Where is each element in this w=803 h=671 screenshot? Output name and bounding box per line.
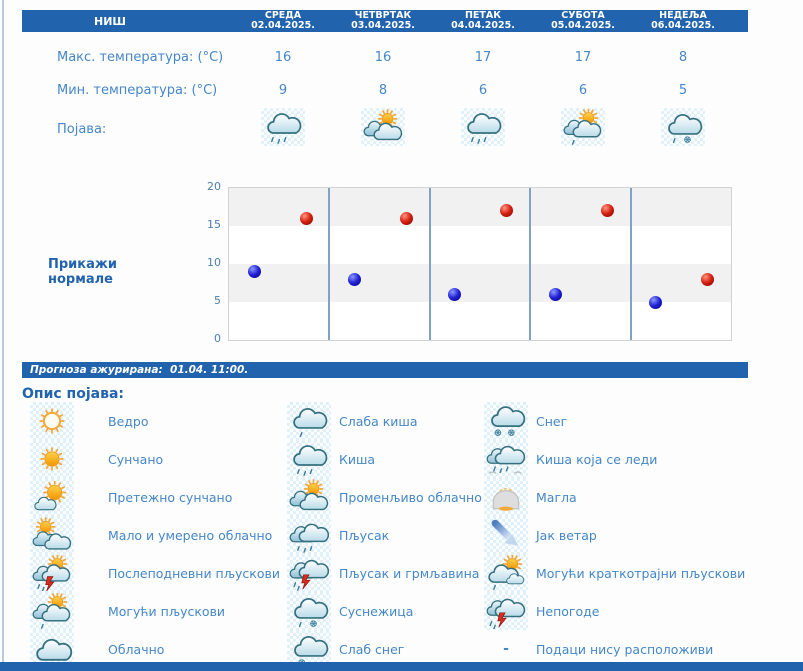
min-temp-row-label: Мин. температура: (°C) xyxy=(57,83,218,98)
legend-icon-cell xyxy=(484,440,528,478)
legend-label: Непогоде xyxy=(536,603,600,619)
legend-icon-cell xyxy=(30,478,74,516)
rain-icon xyxy=(463,109,503,145)
legend-icon-cell xyxy=(484,592,528,630)
legend-item xyxy=(30,554,280,592)
temperature-chart xyxy=(228,187,732,341)
legend-item xyxy=(484,440,745,478)
day-header xyxy=(533,11,633,31)
legend-label: Јак ветар xyxy=(536,527,597,543)
legend-label: Слаба киша xyxy=(339,413,418,429)
y-axis-tick: 15 xyxy=(207,218,221,231)
y-axis-tick: 20 xyxy=(207,180,221,193)
min-temp-value: 6 xyxy=(578,83,588,98)
phenomenon-cell xyxy=(261,108,305,146)
phenomenon-cell xyxy=(661,108,705,146)
legend-item xyxy=(484,478,745,516)
day-name: НЕДЕЉА xyxy=(659,10,707,21)
location-title: НИШ xyxy=(94,15,127,28)
legend-item xyxy=(287,402,482,440)
legend-icon-cell xyxy=(287,516,331,554)
legend-label: Пљусак xyxy=(339,527,390,543)
forecast-header-bar xyxy=(22,10,748,32)
legend-icon-cell xyxy=(30,592,74,630)
legend-icon-cell xyxy=(30,440,74,478)
min-temp-value: 5 xyxy=(678,83,688,98)
strong-wind-icon xyxy=(486,517,526,553)
freezing-rain-icon xyxy=(486,441,526,477)
light-rain-icon xyxy=(289,403,329,439)
legend-icon-cell xyxy=(484,402,528,440)
legend-title: Опис појава: xyxy=(22,386,124,402)
sleet-icon xyxy=(663,109,703,145)
legend-label: Променљиво облачно xyxy=(339,489,482,505)
day-header xyxy=(233,11,333,31)
legend-item xyxy=(484,516,745,554)
legend-icon-cell xyxy=(30,554,74,592)
min-temp-dot xyxy=(549,288,562,301)
show-normals-link[interactable]: Прикажи нормале xyxy=(48,257,117,287)
no-data-dash: - xyxy=(503,641,509,657)
legend-icon-cell xyxy=(30,402,74,440)
max-temp-value: 8 xyxy=(678,50,688,65)
day-name: ЧЕТВРТАК xyxy=(354,10,412,21)
day-date: 05.04.2025. xyxy=(551,20,615,31)
legend-item xyxy=(484,554,745,592)
legend-label: Снег xyxy=(536,413,568,429)
snow-icon xyxy=(486,403,526,439)
day-name: СРЕДА xyxy=(264,10,302,21)
fog-icon xyxy=(486,479,526,515)
storms-icon xyxy=(486,593,526,629)
sun-icon xyxy=(32,441,72,477)
legend-label: Суснежица xyxy=(339,603,414,619)
phenomena-row-label: Појава: xyxy=(57,122,107,137)
legend-icon-cell xyxy=(287,478,331,516)
max-temp-dot xyxy=(400,212,413,225)
legend-item xyxy=(287,554,482,592)
legend-label: Киша која се леди xyxy=(536,451,658,467)
legend-icon-cell xyxy=(484,516,528,554)
legend-label: Подаци нису расположиви xyxy=(536,641,714,657)
day-header xyxy=(433,11,533,31)
y-axis-tick: 0 xyxy=(214,332,221,345)
legend-item xyxy=(30,402,280,440)
min-temp-dot xyxy=(649,296,662,309)
legend-icon-cell xyxy=(287,554,331,592)
variable-cloudy-icon xyxy=(363,109,403,145)
day-date: 04.04.2025. xyxy=(451,20,515,31)
legend-label: Мало и умерено облачно xyxy=(108,527,273,543)
legend-icon-cell xyxy=(484,554,528,592)
legend-column xyxy=(30,402,280,668)
y-axis-tick: 5 xyxy=(214,294,221,307)
rain-icon xyxy=(263,109,303,145)
legend-label: Могући пљускови xyxy=(108,603,226,619)
afternoon-showers-icon xyxy=(32,555,72,591)
day-date: 03.04.2025. xyxy=(351,20,415,31)
day-separator-line xyxy=(328,188,330,340)
max-temp-value: 17 xyxy=(574,50,592,65)
chart-band xyxy=(229,226,731,264)
day-header xyxy=(333,11,433,31)
max-temp-row-label: Макс. температура: (°C) xyxy=(57,50,224,65)
rain-icon xyxy=(289,441,329,477)
legend-item xyxy=(287,592,482,630)
day-date: 06.04.2025. xyxy=(651,20,715,31)
max-temp-dot xyxy=(300,212,313,225)
min-temp-value: 6 xyxy=(478,83,488,98)
possible-showers-icon xyxy=(32,593,72,629)
forecast-updated-bar: Прогноза ажурирана: 01.04. 11:00. xyxy=(22,362,748,378)
legend-icon-cell xyxy=(30,516,74,554)
possible-showers-icon xyxy=(563,109,603,145)
legend-item xyxy=(30,478,280,516)
legend-column xyxy=(287,402,482,668)
min-temp-value: 9 xyxy=(278,83,288,98)
page-bottom-bar xyxy=(0,662,803,671)
max-temp-dot xyxy=(601,204,614,217)
legend-item xyxy=(30,592,280,630)
legend-label: Сунчано xyxy=(108,451,164,467)
partly-cloudy-icon xyxy=(32,517,72,553)
legend-icon-cell xyxy=(287,592,331,630)
short-showers-icon xyxy=(486,555,526,591)
phenomenon-cell xyxy=(361,108,405,146)
day-name: СУБОТА xyxy=(561,10,605,21)
phenomenon-cell xyxy=(461,108,505,146)
day-separator-line xyxy=(529,188,531,340)
legend-item xyxy=(287,440,482,478)
legend-item xyxy=(30,440,280,478)
sleet-icon xyxy=(289,593,329,629)
legend-label: Послеподневни пљускови xyxy=(108,565,280,581)
max-temp-value: 16 xyxy=(274,50,292,65)
max-temp-value: 17 xyxy=(474,50,492,65)
y-axis-tick: 10 xyxy=(207,256,221,269)
day-header xyxy=(633,11,733,31)
day-date: 02.04.2025. xyxy=(251,20,315,31)
legend-icon-cell xyxy=(287,440,331,478)
legend-label: Могући краткотрајни пљускови xyxy=(536,565,746,581)
legend-label: Слаб снег xyxy=(339,641,405,657)
legend-column xyxy=(484,402,745,668)
legend-label: Ведро xyxy=(108,413,149,429)
thunder-showers-icon xyxy=(289,555,329,591)
mostly-sunny-icon xyxy=(32,479,72,515)
min-temp-value: 8 xyxy=(378,83,388,98)
legend-item xyxy=(287,516,482,554)
legend-item xyxy=(30,516,280,554)
legend-label: Магла xyxy=(536,489,577,505)
showers-icon xyxy=(289,517,329,553)
legend-label: Претежно сунчано xyxy=(108,489,233,505)
day-separator-line xyxy=(630,188,632,340)
legend-label: Пљусак и грмљавина xyxy=(339,565,480,581)
sun-outline-icon xyxy=(32,403,72,439)
variable-cloudy-icon xyxy=(289,479,329,515)
legend-item xyxy=(484,592,745,630)
legend-label: Облачно xyxy=(108,641,165,657)
max-temp-value: 16 xyxy=(374,50,392,65)
phenomenon-cell xyxy=(561,108,605,146)
legend-item xyxy=(287,478,482,516)
window-left-border xyxy=(2,0,4,671)
day-separator-line xyxy=(429,188,431,340)
max-temp-dot xyxy=(701,273,714,286)
day-name: ПЕТАК xyxy=(464,10,502,21)
legend-item xyxy=(484,402,745,440)
legend-label: Киша xyxy=(339,451,376,467)
min-temp-dot xyxy=(248,265,261,278)
legend-icon-cell xyxy=(287,402,331,440)
legend-icon-cell xyxy=(484,478,528,516)
min-temp-dot xyxy=(348,273,361,286)
